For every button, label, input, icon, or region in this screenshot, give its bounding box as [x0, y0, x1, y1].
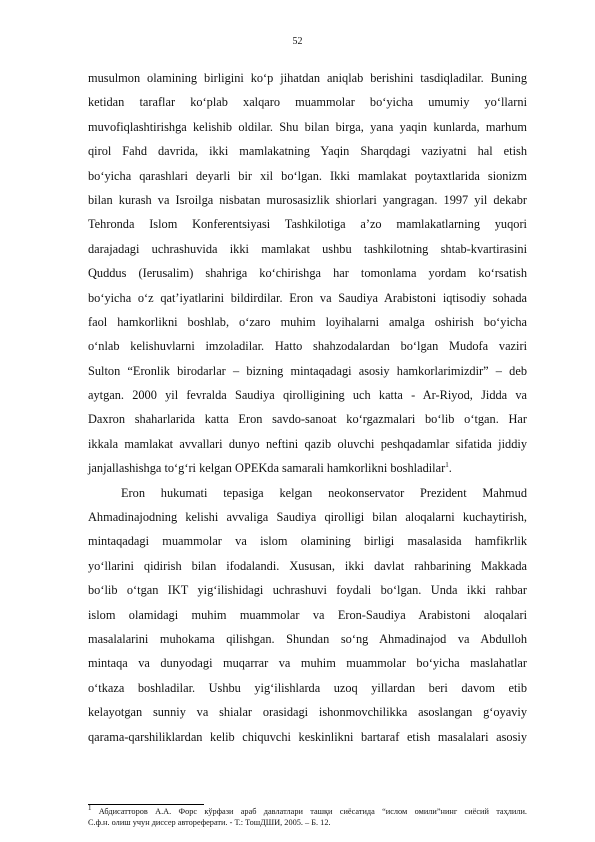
- footnote-text: Абдисатторов А.А. Форс кўрфази араб давлатлари ташқи сиёсатида “ислом омили”нинг сиёсий таҳлили.: [98, 807, 527, 816]
- text-line-last: [88, 456, 527, 480]
- footnote-reference[interactable]: 1: [445, 461, 449, 470]
- text-line: faol hamkorlikni boshlab, o‘zaro muhim loyihalarni amalga oshirish bo‘yicha: [88, 314, 527, 329]
- text-line: Sulton “Eronlik birodarlar – bizning mintaqadagi asosiy hamkorlarimizdir” – deb: [88, 363, 527, 378]
- text-line: bo‘yicha qarashlari deyarli bir xil bo‘lgan. Ikki mamlakat poytaxtlarida sionizm: [88, 168, 527, 183]
- text-line: aytgan. 2000 yil fevralda Saudiya qirolligining uch katta - Ar-Riyod, Jidda va: [88, 388, 527, 403]
- text-line: ketidan taraflar ko‘plab xalqaro muammolar bo‘yicha umumiy yo‘llarni: [88, 95, 527, 110]
- page-number: 52: [292, 36, 303, 47]
- text-line: Tehronda Islom Konferentsiyasi Tashkilotiga a’zo mamlakatlarning yuqori: [88, 217, 527, 232]
- text-line: bo‘yicha o‘z qat’iyatlarini bildirdilar. Eron va Saudiya Arabistoni iqtisodiy sohada: [88, 290, 527, 305]
- text-line: bo‘lib o‘tgan IKT yig‘ilishidagi uchrashuvi foydali bo‘lgan. Unda ikki rahbar: [88, 583, 527, 598]
- text-line: muvofiqlashtirishga kelishib oldilar. Shu bilan birga, yana yaqin kunlarda, marhum: [88, 119, 527, 134]
- text-line: kelayotgan sunniy va shialar orasidagi ishonmovchilikka asoslangan g‘oyaviy: [88, 705, 527, 720]
- text-line: o‘tkaza boshladilar. Ushbu yig‘ilishlarda uzoq yillardan beri davom etib: [88, 680, 527, 695]
- text-line: Eron hukumati tepasiga kelgan neokonservator Prezident Mahmud: [121, 485, 527, 500]
- text-line: musulmon olamining birligini ko‘p jihatdan aniqlab berishini tasdiqladilar. Buning: [88, 71, 527, 85]
- footnote-line: [88, 806, 527, 817]
- text-line: mintaqa va dunyodagi muqarrar va muhim muammolar bo‘yicha maslahatlar: [88, 656, 527, 671]
- paragraph-1: [88, 66, 527, 481]
- text-line: ikkala mamlakat avvallari dunyo neftini qazib oluvchi peshqadamlar sifatida jiddiy: [88, 436, 527, 451]
- text-fragment: janjallashishga to‘g‘ri kelgan OPEKda samarali hamkorlikni boshladilar: [88, 461, 446, 476]
- text-line: o‘nlab kelishuvlarni imzoladilar. Hatto shahzodalardan bo‘lgan Mudofa vaziri: [88, 339, 527, 354]
- text-line: qirol Fahd davrida, ikki mamlakatning Yaqin Sharqdagi vaziyatni hal etish: [88, 144, 527, 159]
- text-line: Ahmadinajodning kelishi avvaliga Saudiya qirolligi bilan aloqalarni kuchaytirish,: [88, 510, 527, 525]
- paragraph-2: [88, 481, 527, 749]
- text-line: qarama-qarshiliklardan kelib chiquvchi keskinlikni bartaraf etish masalalari asosiy: [88, 729, 527, 744]
- text-line: Daxron shaharlarida katta Eron savdo-sanoat ko‘rgazmalari bo‘lib o‘tgan. Har: [88, 412, 527, 427]
- footnote: [88, 806, 527, 828]
- text-line: Quddus (Ierusalim) shahriga ko‘chirishga har tomonlama yordam ko‘rsatish: [88, 266, 527, 281]
- footnote-divider: [88, 804, 204, 805]
- text-line: yo‘llarini qidirish bilan ifodalandi. Xususan, ikki davlat rahbarining Makkada: [88, 558, 527, 573]
- footnote-marker: 1: [88, 804, 92, 813]
- text-line: islom olamidagi muhim muammolar va Eron-Saudiya Arabistoni aloqalari: [88, 607, 527, 622]
- text-line: masalalarini muhokama qilishgan. Shundan so‘ng Ahmadinajod va Abdulloh: [88, 631, 527, 646]
- text-line: darajadagi uchrashuvida ikki mamlakat ushbu tashkilotning shtab-kvartirasini: [88, 241, 527, 256]
- text-line: mintaqadagi muammolar va islom olamining birligi masalasida hamfikrlik: [88, 534, 527, 549]
- footnote-line: С.ф.н. олиш учун диссер автореферати. - Т.: ТошДШИ, 2005. – Б. 12.: [88, 818, 331, 828]
- text-line: bilan kurash va Isroilga nisbatan murosasizlik shiorlari yangragan. 1997 yil dekabr: [88, 192, 527, 207]
- body-text: [88, 66, 527, 749]
- text-fragment: .: [448, 461, 452, 476]
